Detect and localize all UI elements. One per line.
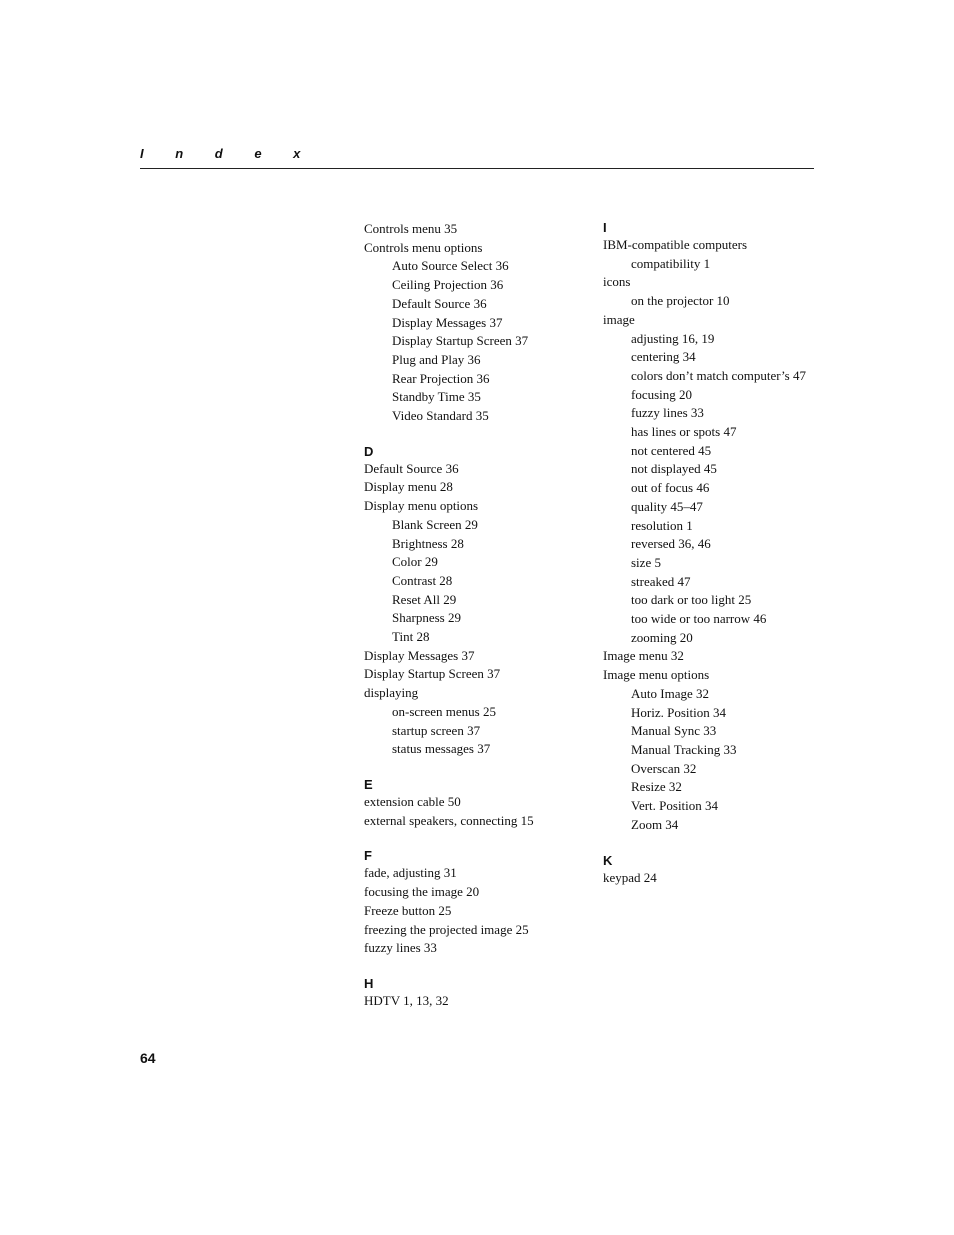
index-subentry: Default Source 36 — [392, 295, 487, 311]
index-entry: extension cable 50 — [364, 793, 461, 809]
index-entry: Image menu 32 — [603, 648, 684, 664]
index-subentry: colors don’t match computer’s 47 — [631, 367, 806, 383]
index-subentry: out of focus 46 — [631, 480, 710, 496]
index-section — [603, 853, 833, 888]
section-letter: D — [364, 443, 374, 459]
index-subentry: Standby Time 35 — [392, 389, 481, 405]
index-subentry: Tint 28 — [392, 629, 430, 645]
index-subentry: size 5 — [631, 554, 661, 570]
index-entry: Freeze button 25 — [364, 902, 452, 918]
section-letter: F — [364, 848, 372, 864]
index-entry: Image menu options — [603, 667, 710, 683]
index-subentry: Manual Sync 33 — [631, 723, 717, 739]
header-rule — [140, 168, 814, 169]
index-entry: Controls menu 35 — [364, 221, 458, 236]
index-subentry: streaked 47 — [631, 573, 691, 589]
running-header: I n d e x — [140, 146, 315, 161]
index-subentry: too dark or too light 25 — [631, 592, 752, 608]
index-subentry: on the projector 10 — [631, 293, 730, 309]
index-entry: displaying — [364, 685, 419, 701]
index-section — [364, 220, 592, 426]
index-subentry: Ceiling Projection 36 — [392, 277, 504, 293]
page-number: 64 — [140, 1050, 156, 1066]
index-subentry: fuzzy lines 33 — [631, 405, 704, 421]
index-entry: icons — [603, 274, 631, 290]
index-subentry: Sharpness 29 — [392, 610, 461, 626]
index-subentry: Rear Projection 36 — [392, 370, 490, 386]
index-subentry: focusing 20 — [631, 386, 693, 402]
index-subentry: not displayed 45 — [631, 461, 717, 477]
index-section — [364, 848, 592, 958]
index-entry: external speakers, connecting 15 — [364, 812, 534, 828]
index-subentry: startup screen 37 — [392, 722, 481, 738]
index-subentry: Auto Image 32 — [631, 685, 709, 701]
index-section — [603, 220, 833, 835]
index-entry: Default Source 36 — [364, 460, 459, 476]
section-letter: E — [364, 776, 373, 792]
section-letter: H — [364, 975, 374, 991]
index-entry: Display Messages 37 — [364, 647, 475, 663]
index-entry: HDTV 1, 13, 32 — [364, 992, 449, 1008]
section-letter: K — [603, 852, 613, 868]
index-subentry: centering 34 — [631, 349, 696, 365]
index-entry: keypad 24 — [603, 869, 657, 885]
index-subentry: has lines or spots 47 — [631, 424, 737, 440]
index-subentry: Plug and Play 36 — [392, 351, 481, 367]
index-subentry: not centered 45 — [631, 442, 712, 458]
index-subentry: Brightness 28 — [392, 535, 464, 551]
index-subentry: Auto Source Select 36 — [392, 258, 509, 274]
index-subentry: adjusting 16, 19 — [631, 330, 715, 346]
section-letter: I — [603, 220, 607, 235]
index-subentry: Video Standard 35 — [392, 408, 489, 424]
index-subentry: Vert. Position 34 — [631, 798, 719, 814]
index-entry: Display menu options — [364, 498, 479, 514]
index-entry: Controls menu options — [364, 239, 483, 255]
index-subentry: zooming 20 — [631, 629, 693, 645]
index-entry: fuzzy lines 33 — [364, 940, 437, 956]
index-subentry: Horiz. Position 34 — [631, 704, 726, 720]
index-section — [364, 444, 592, 759]
index-subentry: Display Startup Screen 37 — [392, 333, 529, 349]
index-entry: freezing the projected image 25 — [364, 921, 529, 937]
index-subentry: too wide or too narrow 46 — [631, 611, 767, 627]
index-subentry: reversed 36, 46 — [631, 536, 711, 552]
index-subentry: Overscan 32 — [631, 760, 697, 776]
index-subentry: Resize 32 — [631, 779, 682, 795]
index-entry: image — [603, 311, 635, 327]
index-subentry: compatibility 1 — [631, 255, 711, 271]
index-entry: focusing the image 20 — [364, 884, 480, 900]
index-subentry: on-screen menus 25 — [392, 703, 496, 719]
index-column-left — [364, 220, 592, 1011]
index-subentry: quality 45–47 — [631, 498, 703, 514]
index-subentry: Color 29 — [392, 554, 438, 570]
index-subentry: Manual Tracking 33 — [631, 741, 737, 757]
index-entry: fade, adjusting 31 — [364, 865, 457, 881]
index-entry: Display menu 28 — [364, 479, 453, 495]
index-subentry: status messages 37 — [392, 741, 491, 757]
index-subentry: Display Messages 37 — [392, 314, 503, 330]
index-entry: IBM-compatible computers — [603, 237, 748, 252]
index-subentry: Blank Screen 29 — [392, 516, 478, 532]
index-subentry: Contrast 28 — [392, 572, 453, 588]
index-subentry: Zoom 34 — [631, 816, 679, 832]
index-subentry: Reset All 29 — [392, 591, 457, 607]
index-subentry: resolution 1 — [631, 517, 693, 533]
index-entry: Display Startup Screen 37 — [364, 666, 501, 682]
index-section — [364, 976, 592, 1011]
index-column-right — [603, 220, 833, 887]
index-section — [364, 777, 592, 830]
